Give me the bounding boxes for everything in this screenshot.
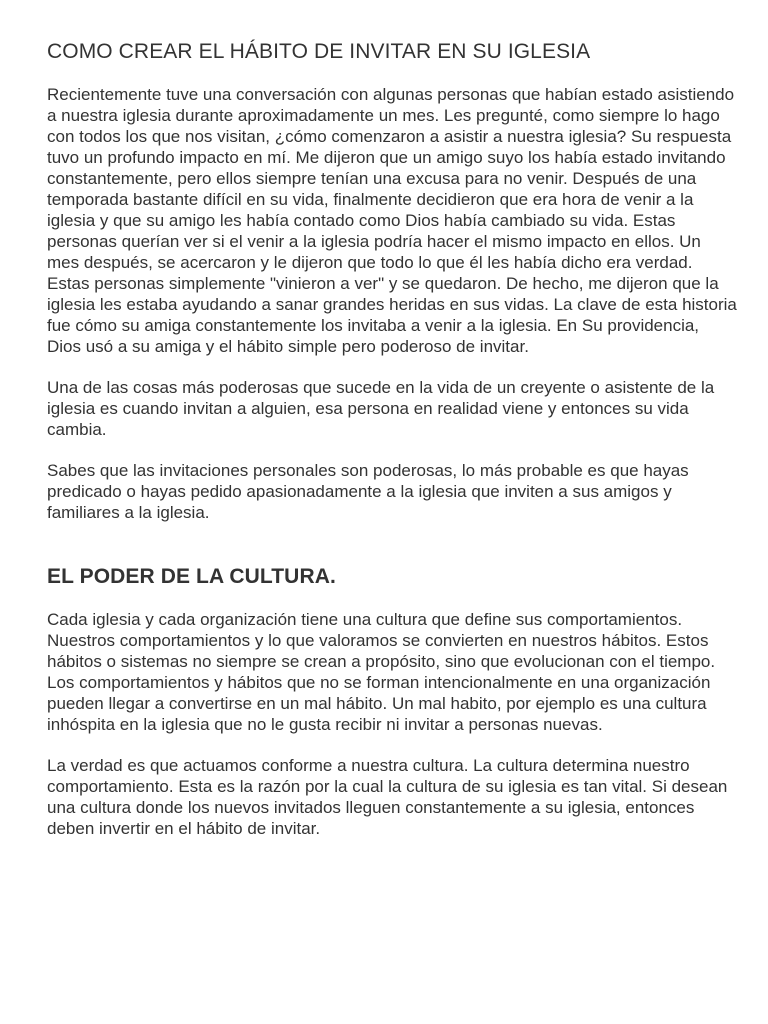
paragraph: Recientemente tuve una conversación con algunas personas que habían estado asistiendo a nuestra iglesia durante aproximadamente un mes. Les pregunté, como siempre lo hago con todos los que nos visitan, ¿cómo comenzaron a asistir a nuestra iglesia? Su respuesta tuvo un profundo impacto en mí. Me dijeron que un amigo suyo los había estado invitando constantemente, pero ellos siempre tenían una excusa para no venir. Después de una temporada bastante difícil en su vida, finalmente decidieron que era hora de venir a la iglesia y que su amigo les había contado como Dios había cambiado su vida. Estas personas querían ver si el venir a la iglesia podría hacer el mismo impacto en ellos. Un mes después, se acercaron y le dijeron que todo lo que él les había dicho era verdad. Estas personas simplemente "vinieron a ver" y se quedaron. De hecho, me dijeron que la iglesia les estaba ayudando a sanar grandes heridas en sus vidas. La clave de esta historia fue cómo su amiga constantemente los invitaba a venir a la iglesia. En Su providencia, Dios usó a su amiga y el hábito simple pero poderoso de invitar. [47,85,737,356]
paragraph: Cada iglesia y cada organización tiene una cultura que define sus comportamientos. Nuestros comportamientos y lo que valoramos se convierten en nuestros hábitos. Estos hábitos o sistemas no siempre se crean a propósito, sino que evolucionan con el tiempo. Los comportamientos y hábitos que no se forman intencionalmente en una organización pueden llegar a convertirse en un mal hábito. Un mal habito, por ejemplo es una cultura inhóspita en la iglesia que no le gusta recibir ni invitar a personas nuevas. [47,610,716,734]
paragraph: Una de las cosas más poderosas que sucede en la vida de un creyente o asistente de la iglesia es cuando invitan a alguien, esa persona en realidad viene y entonces su vida cambia. [47,378,715,439]
paragraph: Sabes que las invitaciones personales son poderosas, lo más probable es que hayas predicado o hayas pedido apasionadamente a la iglesia que inviten a sus amigos y familiares a la iglesia. [47,461,689,522]
document-page [47,40,737,859]
section-title: EL PODER DE LA CULTURA. [47,565,336,588]
paragraph: La verdad es que actuamos conforme a nuestra cultura. La cultura determina nuestro comportamiento. Esta es la razón por la cual la cultura de su iglesia es tan vital. Si desean una cultura donde los nuevos invitados lleguen constantemente a su iglesia, entonces deben invertir en el hábito de invitar. [47,756,728,838]
document-title: COMO CREAR EL HÁBITO DE INVITAR EN SU IGLESIA [47,40,591,63]
